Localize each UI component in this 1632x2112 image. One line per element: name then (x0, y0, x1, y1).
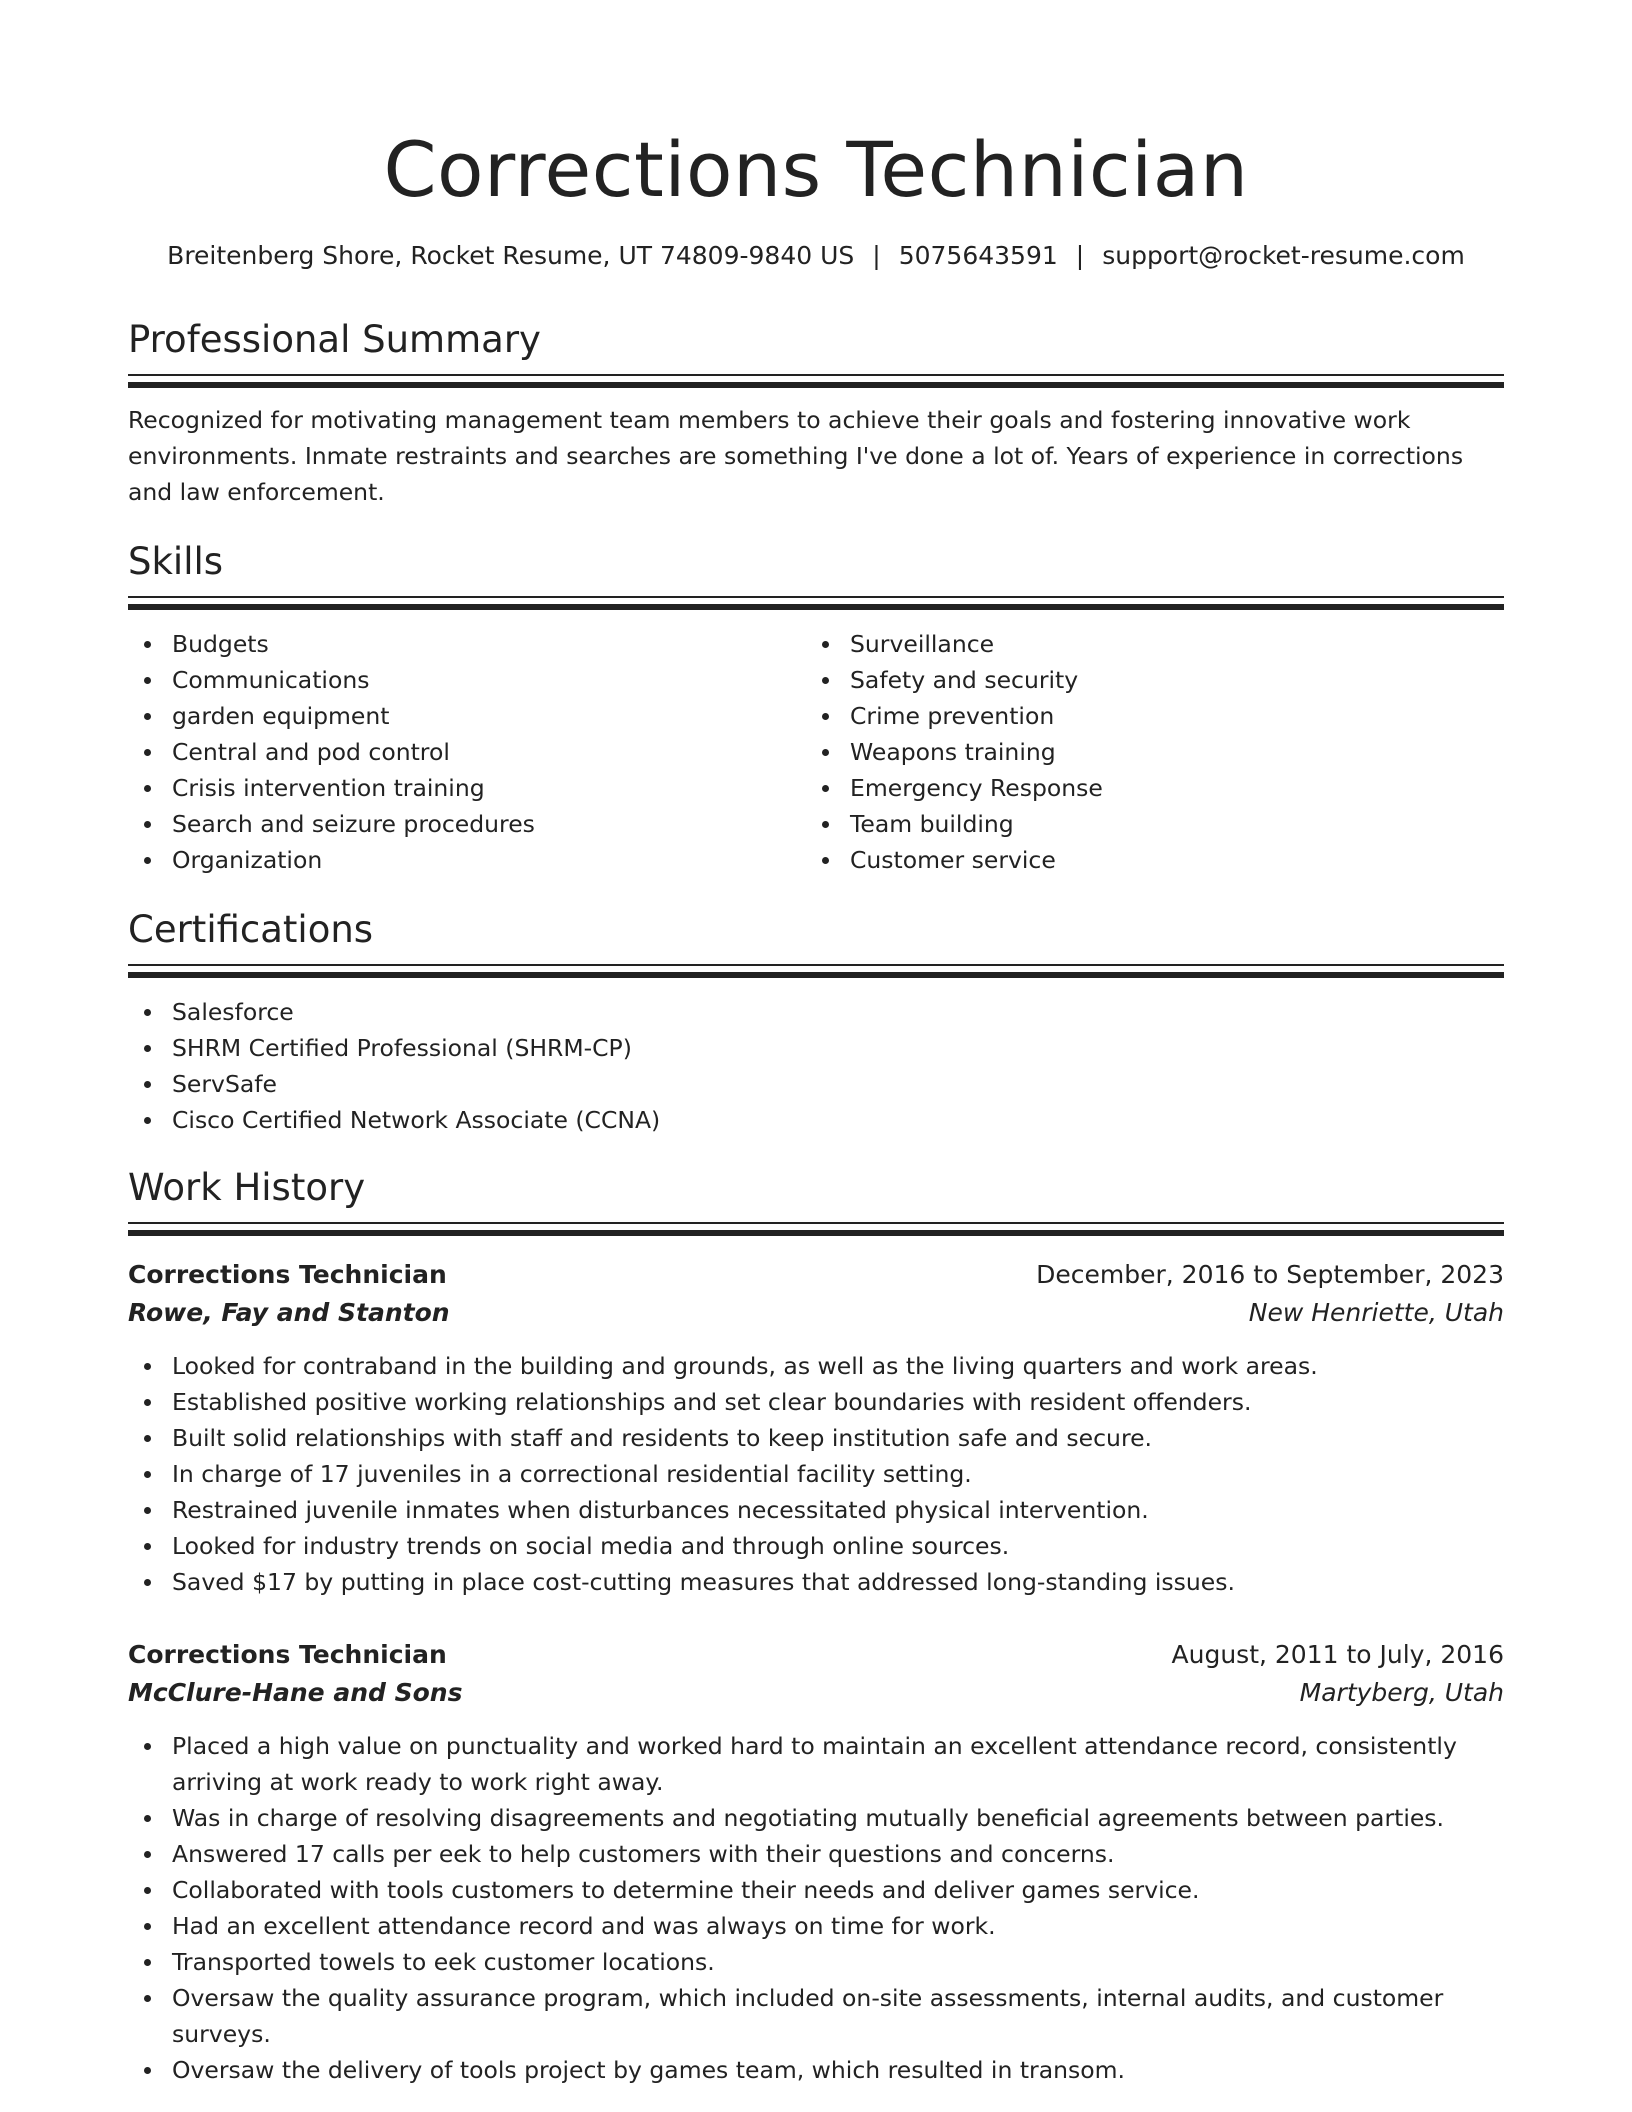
job-entry (128, 1636, 1504, 2088)
job-bullet: Looked for contraband in the building and grounds, as well as the living quarters and work areas. (172, 1348, 1504, 1384)
job-bullet: In charge of 17 juveniles in a correctional residential facility setting. (172, 1456, 1504, 1492)
job-bullet: Restrained juvenile inmates when disturbances necessitated physical intervention. (172, 1492, 1504, 1528)
contact-separator: | (1075, 241, 1085, 270)
contact-separator: | (872, 241, 881, 270)
skills-columns (128, 626, 1504, 886)
job-header-row (128, 1636, 1504, 1674)
skill-item: Crisis intervention training (172, 770, 788, 806)
resume-name: Corrections Technician (383, 125, 1249, 214)
certification-item: ServSafe (172, 1066, 1504, 1102)
job-bullet: Saved $17 by putting in place cost-cutting measures that addressed long-standing issues. (172, 1564, 1504, 1600)
job-bullet: Answered 17 calls per eek to help customers with their questions and concerns. (172, 1836, 1504, 1872)
certifications-section (128, 906, 1504, 1134)
skills-column-left (128, 626, 788, 878)
job-bullet: Placed a high value on punctuality and worked hard to maintain an excellent attendance record, consistently arriving at work ready to work right away. (172, 1728, 1504, 1800)
certification-item: Cisco Certified Network Associate (CCNA) (172, 1102, 1504, 1138)
section-title-skills: Skills (128, 540, 224, 583)
job-title: Corrections Technician (128, 1260, 447, 1289)
job-company-row (128, 1294, 1504, 1332)
job-company: Rowe, Fay and Stanton (128, 1298, 450, 1327)
job-bullet: Had an excellent attendance record and was always on time for work. (172, 1908, 1504, 1944)
job-header-row (128, 1256, 1504, 1294)
skill-item: Weapons training (850, 734, 1466, 770)
certifications-list (128, 994, 1504, 1138)
job-dates: December, 2016 to September, 2023 (1036, 1260, 1504, 1289)
skill-item: Emergency Response (850, 770, 1466, 806)
work-history-section (128, 1164, 1504, 2084)
skills-column-right (806, 626, 1466, 878)
job-title: Corrections Technician (128, 1640, 447, 1669)
job-bullet: Collaborated with tools customers to determine their needs and deliver games service. (172, 1872, 1504, 1908)
contact-email: support@rocket-resume.com (1102, 241, 1465, 270)
job-bullet: Was in charge of resolving disagreements and negotiating mutually beneficial agreements between parties. (172, 1800, 1504, 1836)
contact-phone: 5075643591 (898, 241, 1058, 270)
section-title-certifications: Certifications (128, 908, 374, 951)
job-bullets (128, 1348, 1504, 1600)
section-title-work-history: Work History (128, 1166, 366, 1209)
contact-address: Breitenberg Shore, Rocket Resume, UT 74809-9840 US (167, 241, 855, 270)
job-bullet: Built solid relationships with staff and residents to keep institution safe and secure. (172, 1420, 1504, 1456)
job-location: Martyberg, Utah (1299, 1678, 1504, 1707)
skill-item: Search and seizure procedures (172, 806, 788, 842)
skills-section (128, 538, 1504, 874)
skill-item: Team building (850, 806, 1466, 842)
skill-item: Organization (172, 842, 788, 878)
job-bullet: Looked for industry trends on social media and through online sources. (172, 1528, 1504, 1564)
certification-item: SHRM Certified Professional (SHRM-CP) (172, 1030, 1504, 1066)
skill-item: Central and pod control (172, 734, 788, 770)
certification-item: Salesforce (172, 994, 1504, 1030)
job-bullet: Transported towels to eek customer locations. (172, 1944, 1504, 1980)
skill-item: garden equipment (172, 698, 788, 734)
skill-item: Budgets (172, 626, 788, 662)
skill-item: Surveillance (850, 626, 1466, 662)
job-company: McClure-Hane and Sons (128, 1678, 463, 1707)
skill-item: Safety and security (850, 662, 1466, 698)
job-entry (128, 1256, 1504, 1600)
job-location: New Henriette, Utah (1248, 1298, 1504, 1327)
summary-section (128, 316, 1504, 506)
summary-text: Recognized for motivating management team members to achieve their goals and fostering innovative work environments. Inmate restraints and searches are something I've done a lot of. Years of experience in corrections and law enforcement. (128, 406, 1464, 506)
skill-item: Customer service (850, 842, 1466, 878)
job-bullet: Established positive working relationships and set clear boundaries with resident offenders. (172, 1384, 1504, 1420)
job-bullets (128, 1728, 1504, 2088)
job-dates: August, 2011 to July, 2016 (1171, 1640, 1504, 1669)
skill-item: Crime prevention (850, 698, 1466, 734)
skill-item: Communications (172, 662, 788, 698)
job-bullet: Oversaw the quality assurance program, which included on-site assessments, internal audits, and customer surveys. (172, 1980, 1504, 2052)
contact-line (0, 238, 1632, 274)
section-title-summary: Professional Summary (128, 318, 541, 361)
job-bullet: Oversaw the delivery of tools project by games team, which resulted in transom. (172, 2052, 1504, 2088)
job-company-row (128, 1674, 1504, 1712)
